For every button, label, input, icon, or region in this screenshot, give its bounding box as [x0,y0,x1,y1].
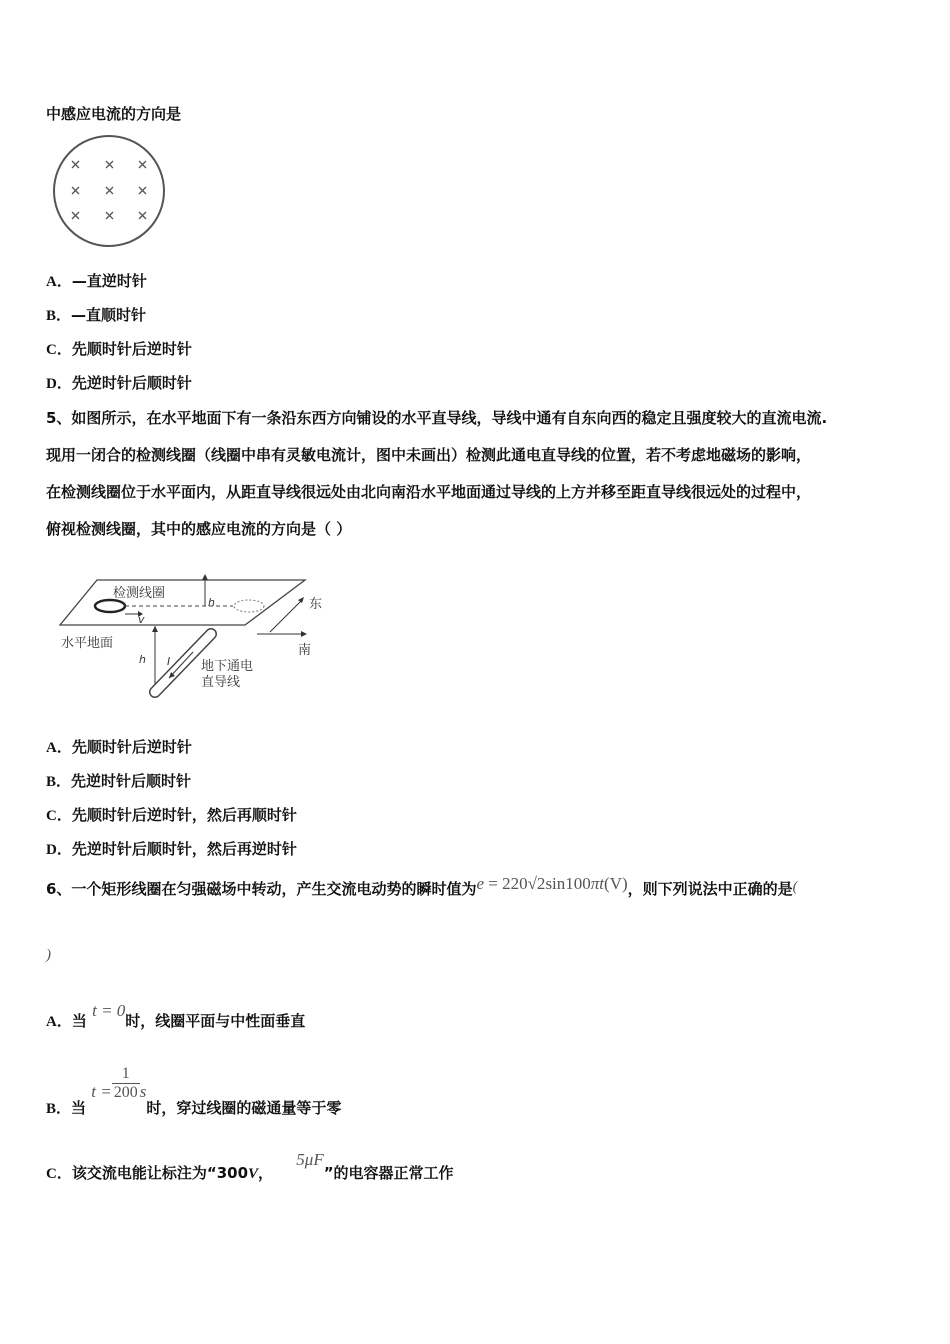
detection-coil [95,600,125,612]
coil-end-position [234,600,264,612]
east-label: 东 [309,597,323,612]
current-label: I [167,655,171,668]
option-d[interactable]: D．先逆时针后顺时针 [46,374,192,392]
south-label: 南 [298,643,312,658]
field-cross-marks [72,161,146,219]
q5-stem-line-4: 俯视检测线圈，其中的感应电流的方向是（ ） [46,520,352,538]
ground-label: 水平地面 [61,636,114,651]
velocity-label: v [138,613,145,626]
option-b[interactable]: B．—直顺时针 [46,306,147,324]
q6-close-paren: ) [46,947,51,963]
wire-detection-figure [55,570,345,705]
height-label-top: h [208,596,215,609]
question-fragment: 中感应电流的方向是 [46,105,182,123]
q6-option-a[interactable]: A．当 t = 0时，线圈平面与中性面垂直 [46,1001,306,1030]
height-label-bottom: h [139,653,146,666]
q5-option-d[interactable]: D．先逆时针后顺时针，然后再逆时针 [46,840,297,858]
coil-label: 检测线圈 [113,586,166,601]
east-arrow [298,597,304,603]
option-c[interactable]: C．先顺时针后逆时针 [46,340,192,358]
wire-label-2: 直导线 [201,675,241,690]
option-a[interactable]: A．—直逆时针 [46,272,147,290]
magnetic-field-figure [50,134,170,250]
q5-option-a[interactable]: A．先顺时针后逆时针 [46,738,192,756]
q6-option-c[interactable]: C．该交流电能让标注为“300V， 5μF”的电容器正常工作 [46,1150,454,1182]
time-fraction: $\frac{1}{200}$ [113,1065,138,1101]
q5-stem-line-2: 现用一闭合的检测线圈（线圈中串有灵敏电流计，图中未画出）检测此通电直导线的位置，若不考虑地磁场的影响， [46,446,812,464]
south-arrow [301,631,307,637]
q5-option-c[interactable]: C．先顺时针后逆时针，然后再顺时针 [46,806,297,824]
q6-stem: 6、一个矩形线圈在匀强磁场中转动，产生交流电动势的瞬时值为e = 220√2sin100πt(V)，则下列说法中正确的是( [46,874,798,898]
wire-label-1: 地下通电 [201,659,254,674]
q5-stem-line-3: 在检测线圈位于水平面内，从距直导线很远处由北向南沿水平地面通过导线的上方并移至距直导线很远处的过程中， [46,483,812,501]
emf-formula: e = 220√2sin100πt(V) [476,874,628,893]
q6-option-b[interactable]: B．当 t = $\frac{1}{200}$ s时，穿过线圈的磁通量等于零 [46,1065,342,1117]
q5-stem-line-1: 5、如图所示，在水平地面下有一条沿东西方向铺设的水平直导线，导线中通有自东向西的稳定且强度较大的直流电流. [46,409,828,427]
q5-option-b[interactable]: B．先逆时针后顺时针 [46,772,192,790]
